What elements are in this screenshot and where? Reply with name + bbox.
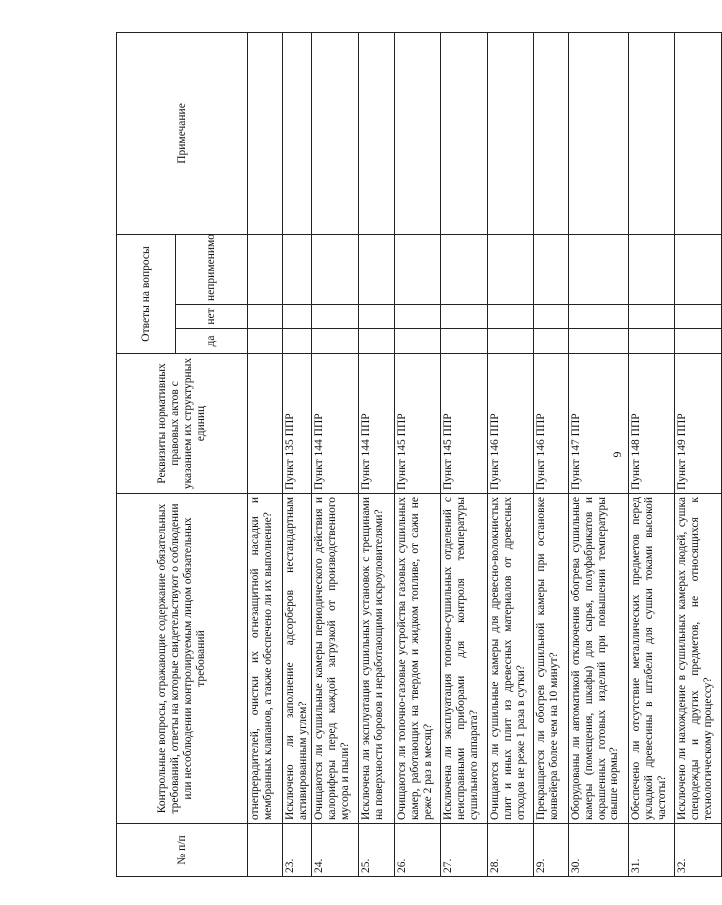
row-num: 28. <box>487 824 533 877</box>
answer-no-cell[interactable] <box>283 305 312 329</box>
answer-no-cell[interactable] <box>358 305 394 329</box>
row-ref: Пункт 135 ППР <box>283 354 312 494</box>
table-row <box>440 32 487 876</box>
answer-na-cell[interactable] <box>628 234 674 304</box>
answer-no-cell[interactable] <box>568 305 628 329</box>
answer-yes-cell[interactable] <box>440 329 487 354</box>
note-cell[interactable] <box>440 32 487 234</box>
row-question: Исключено ли нахождение в сушильных камерах людей, сушка спецодежды и других предметов, не относящихся к технологическому процессу? <box>674 494 721 824</box>
row-ref: Пункт 145 ППР <box>440 354 487 494</box>
table-row <box>358 32 394 876</box>
row-num: 25. <box>358 824 394 877</box>
answer-yes-cell[interactable] <box>283 329 312 354</box>
row-ref: Пункт 145 ППР <box>394 354 440 494</box>
header-answers: Ответы на вопросы <box>117 234 176 353</box>
row-question: Исключено ли заполнение адсорберов нестандартным активированным углем? <box>283 494 312 824</box>
row-num: 29. <box>533 824 568 877</box>
row-question: Обеспечено ли отсутствие металлических предметов перед укладкой древесины в штабели для сушки токами высокой частоты? <box>628 494 674 824</box>
row-num: 27. <box>440 824 487 877</box>
table-row <box>283 32 312 876</box>
answer-na-cell[interactable] <box>311 234 358 304</box>
table-row <box>311 32 358 876</box>
table-row <box>533 32 568 876</box>
answer-na-cell[interactable] <box>283 234 312 304</box>
answer-no-cell[interactable] <box>311 305 358 329</box>
row-num <box>248 824 283 877</box>
header-num: № п/п <box>117 824 248 877</box>
note-cell[interactable] <box>394 32 440 234</box>
note-cell[interactable] <box>283 32 312 234</box>
checklist-sheet <box>116 33 714 877</box>
table-row <box>674 32 721 876</box>
answer-na-cell[interactable] <box>248 234 283 304</box>
answer-no-cell[interactable] <box>628 305 674 329</box>
row-question: Исключена ли эксплуатация сушильных установок с трещинами на поверхности боровов и неработающими искроуловителями? <box>358 494 394 824</box>
answer-na-cell[interactable] <box>487 234 533 304</box>
answer-na-cell[interactable] <box>440 234 487 304</box>
answer-yes-cell[interactable] <box>628 329 674 354</box>
note-cell[interactable] <box>248 32 283 234</box>
answer-no-cell[interactable] <box>394 305 440 329</box>
row-ref: Пункт 144 ППР <box>311 354 358 494</box>
table-row <box>487 32 533 876</box>
answer-yes-cell[interactable] <box>358 329 394 354</box>
answer-yes-cell[interactable] <box>394 329 440 354</box>
row-question: отнепрерадителей, очистки их огнезащитной насадки и мембранных клапанов, а также обеспечено ли их выполнение? <box>248 494 283 824</box>
row-num: 32. <box>674 824 721 877</box>
answer-no-cell[interactable] <box>248 305 283 329</box>
row-question: Прекращается ли обогрев сушильной камеры при остановке конвейера более чем на 10 минут? <box>533 494 568 824</box>
table-row <box>394 32 440 876</box>
answer-yes-cell[interactable] <box>487 329 533 354</box>
row-num: 24. <box>311 824 358 877</box>
row-ref <box>248 354 283 494</box>
header-row <box>117 32 176 876</box>
answer-na-cell[interactable] <box>358 234 394 304</box>
table-row <box>568 32 628 876</box>
page-number: 6 <box>610 451 625 458</box>
row-ref: Пункт 149 ППР <box>674 354 721 494</box>
row-question: Исключена ли эксплуатация топочно-сушильных отделений с неисправными приборами для контроля температуры сушильного аппарата? <box>440 494 487 824</box>
row-question: Оборудованы ли автоматикой отключения обогрева сушильные камеры (помещения, шкафы) для сырья, полуфабрикатов и окрашенных готовых изделий при повышении температуры свыше нормы? <box>568 494 628 824</box>
header-yes: да <box>176 329 248 354</box>
note-cell[interactable] <box>487 32 533 234</box>
answer-no-cell[interactable] <box>440 305 487 329</box>
row-question: Очищаются ли сушильные камеры для древесно-волокнистых плит и иных плит из древесных материалов от древесных отходов не реже 1 раза в сутки? <box>487 494 533 824</box>
row-ref: Пункт 144 ППР <box>358 354 394 494</box>
row-num: 23. <box>283 824 312 877</box>
answer-yes-cell[interactable] <box>311 329 358 354</box>
answer-yes-cell[interactable] <box>568 329 628 354</box>
row-num: 30. <box>568 824 628 877</box>
answer-na-cell[interactable] <box>674 234 721 304</box>
header-requisites: Реквизиты нормативных правовых актов с указанием их структурных единиц <box>117 354 248 494</box>
row-num: 26. <box>394 824 440 877</box>
answer-yes-cell[interactable] <box>533 329 568 354</box>
row-ref: Пункт 146 ППР <box>533 354 568 494</box>
answer-no-cell[interactable] <box>674 305 721 329</box>
answer-yes-cell[interactable] <box>248 329 283 354</box>
row-ref: Пункт 147 ППР <box>568 354 628 494</box>
table-row <box>248 32 283 876</box>
header-na: неприменимо <box>176 234 248 304</box>
answer-no-cell[interactable] <box>487 305 533 329</box>
note-cell[interactable] <box>674 32 721 234</box>
answer-na-cell[interactable] <box>394 234 440 304</box>
answer-yes-cell[interactable] <box>674 329 721 354</box>
row-ref: Пункт 148 ППР <box>628 354 674 494</box>
row-num: 31. <box>628 824 674 877</box>
answer-na-cell[interactable] <box>533 234 568 304</box>
note-cell[interactable] <box>533 32 568 234</box>
header-no: нет <box>176 305 248 329</box>
row-ref: Пункт 146 ППР <box>487 354 533 494</box>
header-question: Контрольные вопросы, отражающие содержание обязательных требований, ответы на которые свидетельствуют о соблюдении или несоблюдении контролируемым лицом обязательных требований <box>117 494 248 824</box>
header-note: Примечание <box>117 32 248 234</box>
answer-na-cell[interactable] <box>568 234 628 304</box>
note-cell[interactable] <box>358 32 394 234</box>
note-cell[interactable] <box>568 32 628 234</box>
note-cell[interactable] <box>628 32 674 234</box>
answer-no-cell[interactable] <box>533 305 568 329</box>
row-question: Очищаются ли топочно-газовые устройства газовых сушильных камер, работающих на твердом и жидком топливе, от сажи не реже 2 раз в месяц? <box>394 494 440 824</box>
row-question: Очищаются ли сушильные камеры периодического действия и калориферы перед каждой загрузкой от производственного мусора и пыли? <box>311 494 358 824</box>
table-row <box>628 32 674 876</box>
checklist-table <box>116 32 722 877</box>
note-cell[interactable] <box>311 32 358 234</box>
